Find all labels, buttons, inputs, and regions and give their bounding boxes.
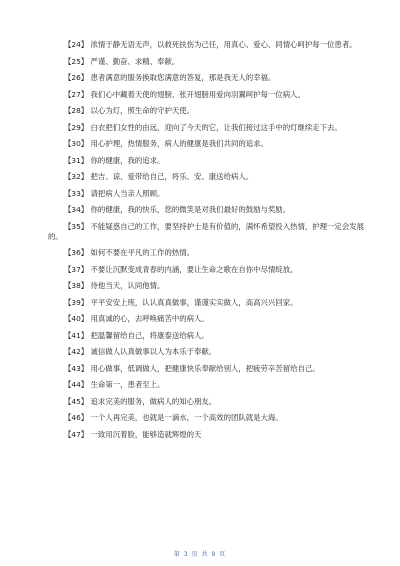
slogan-item: 【31】 你的健康，我的追求。 (64, 155, 165, 165)
slogan-item: 【37】 不要让沉默变成青春的内涵，要让生命之歌在自你中尽情绽放。 (64, 264, 298, 274)
slogan-item: 【28】 以心为灯，照生命的守护天使。 (64, 106, 195, 115)
slogan-item: 【41】 把温馨留给自己，将康泰送给病人。 (64, 330, 209, 340)
slogan-item: 【47】 一致用沉着脸，能够造就辉煌的天 (64, 429, 202, 439)
slogan-item: 【42】 诚信做人认真做事以人为本乐于奉献。 (64, 347, 217, 357)
slogan-item: 【36】 如何不要在平凡的工作的热情。 (64, 248, 195, 258)
slogan-item: 【29】 白衣把们女性的由远，迎向了今天的它，让我们接过这手中的灯继续走下去。 (64, 122, 342, 132)
slogan-item: 【25】 严谨、勤奋、求精、奉献。 (64, 56, 180, 66)
slogan-list (48, 40, 364, 440)
slogan-item: 【44】 生命第一，患者至上。 (64, 380, 165, 390)
slogan-item: 【43】 用心做事，低调做人，把健康快乐奉献给别人，把疲劳辛苦留给自己。 (64, 363, 320, 373)
slogan-item: 【46】 一个人再完美，也就是一滴水，一个高效的团队就是大海。 (64, 413, 283, 423)
slogan-item: 【40】 用真诚的心，去呼唤痛苦中的病人。 (64, 314, 209, 324)
slogan-item: 【38】 待他当天，认同他情。 (64, 281, 165, 291)
slogan-item: 【24】 浓情于静无语无声，以救死扶伤为己任，用真心、爱心、同情心呵护每一位患者。 (64, 40, 357, 49)
slogan-item: 【35】 不能疑惑自己的工作，要坚持护士是有价值的，满怀希望投入热情，护理一定会发展的。 (48, 221, 364, 241)
slogan-item: 【26】 患者满意的服务换取您满意的答复，那是我无人的幸福。 (64, 73, 276, 82)
slogan-item: 【39】 平平安安上班，认认真真做事，谨谨实实做人，高高兴兴回家。 (64, 297, 298, 307)
slogan-item: 【27】 我们心中藏着天使的翅膀，张开翅膀用爱向羽翼呵护每一位病人。 (64, 89, 305, 99)
slogan-item: 【45】 追求完美的服务，做病人的知心朋友。 (64, 396, 217, 406)
slogan-item: 【30】 用心护理，热情服务，病人的健康是我们共同的追求。 (64, 139, 268, 148)
page-number: 第 3 页 共 9 页 (173, 551, 227, 558)
slogan-item: 【32】 把吉、谅、爱带给自己，将乐、安、康送给病人。 (64, 172, 254, 181)
slogan-item: 【34】 你的健康，我的快乐，您的微笑是对我们最好的鼓励与奖励。 (64, 205, 291, 214)
slogan-item: 【33】 请把病人当亲人照顾。 (64, 188, 165, 198)
